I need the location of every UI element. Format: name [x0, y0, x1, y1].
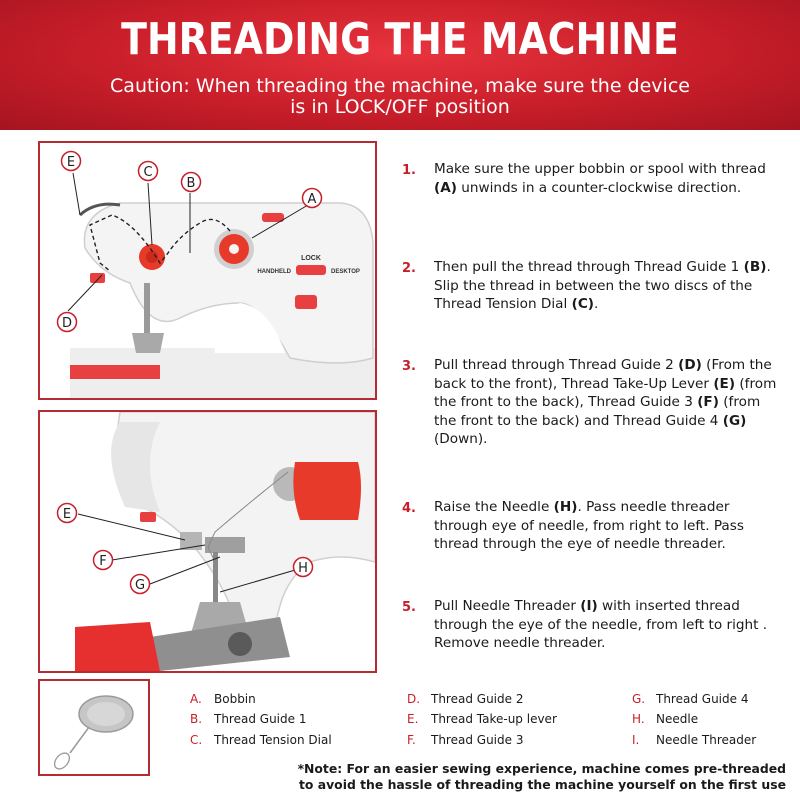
switch-handheld-label: HANDHELD: [257, 269, 291, 275]
needle-area-diagram: [38, 410, 377, 673]
side-red-knob: [90, 273, 105, 283]
label-e: E: [66, 155, 76, 170]
leader-e: [73, 173, 80, 215]
page-title: THREADING THE MACHINE: [121, 14, 679, 65]
label-h: H: [298, 561, 308, 576]
switch-desktop-label: DESKTOP: [331, 269, 360, 275]
caution-text: [0, 76, 800, 118]
footnote-line-1: *Note: For an easier sewing experience, machine comes pre-threaded: [297, 761, 786, 776]
caution-line-2: is in LOCK/OFF position: [290, 96, 510, 118]
threader-loop: [52, 750, 73, 772]
legend-item-e: E. Thread Take-up lever: [407, 712, 557, 726]
legend-item-f: F. Thread Guide 3: [407, 733, 524, 747]
label-d: D: [61, 316, 73, 331]
step-text: Pull thread through Thread Guide 2 (D) (From the back to the front), Thread Take-Up Lever (E) (from the front to the back), Thread Guide 3 (F) (from the front to the back) and Thread Guide 4 (G) (Down).: [434, 357, 777, 447]
mode-switch: [295, 295, 317, 309]
switch-lock-label: LOCK: [301, 255, 321, 262]
legend-item-b: B. Thread Guide 1: [190, 712, 307, 726]
base-red-cover: [75, 622, 160, 671]
label-c: C: [143, 165, 153, 180]
step-text: Make sure the upper bobbin or spool with thread (A) unwinds in a counter-clockwise direction.: [434, 161, 766, 196]
footnote-line-2: to avoid the hassle of threading the machine yourself on the first use: [299, 777, 786, 792]
step-number: 1.: [402, 163, 416, 178]
lock-switch: [296, 265, 326, 275]
step-text: Raise the Needle (H). Pass needle threader through eye of needle, from right to left. Pass thread through the eye of needle threader.: [434, 499, 744, 552]
label-e2: E: [62, 507, 72, 522]
legend-item-g: G. Thread Guide 4: [632, 692, 749, 706]
step-number: 2.: [402, 261, 416, 276]
needle-threader-illustration: [40, 681, 148, 774]
presser-foot: [132, 333, 164, 353]
base-red-strip: [70, 365, 160, 379]
step-text: Then pull the thread through Thread Guide 1 (B). Slip the thread in between the two discs of the Thread Tension Dial (C).: [434, 259, 771, 312]
label-a: A: [307, 192, 317, 207]
header-banner: [0, 0, 800, 130]
needle-threader-image: [38, 679, 150, 776]
leader-f: [112, 545, 205, 560]
footnote: [296, 761, 786, 793]
threader-handle-inner: [87, 702, 125, 726]
step-text: Pull Needle Threader (I) with inserted thread through the eye of the needle, from left to right . Remove needle threader.: [434, 598, 768, 651]
side-red-knob: [140, 512, 156, 522]
machine-top-illustration: [40, 143, 375, 398]
legend-item-h: H. Needle: [632, 712, 699, 726]
step-number: 3.: [402, 359, 416, 374]
step-number: 4.: [402, 501, 416, 516]
legend-item-i: I. Needle Threader: [632, 733, 757, 747]
legend-item-c: C. Thread Tension Dial: [190, 733, 332, 747]
step-number: 5.: [402, 600, 416, 615]
label-b: B: [186, 176, 196, 191]
machine-top-diagram: [38, 141, 377, 400]
spool-center: [229, 244, 239, 254]
legend-item-d: D. Thread Guide 2: [407, 692, 524, 706]
leader-g: [150, 557, 220, 584]
label-g: G: [134, 578, 146, 593]
spool-red: [293, 462, 361, 520]
caution-line-1: Caution: When threading the machine, make sure the device: [110, 75, 690, 97]
leader-d: [68, 275, 102, 311]
machine-head: [117, 412, 375, 632]
parts-legend: [190, 692, 790, 752]
label-f: F: [99, 554, 107, 569]
bobbin-area: [228, 632, 252, 656]
needle-area-illustration: [40, 412, 375, 671]
legend-item-a: A. Bobbin: [190, 692, 256, 706]
